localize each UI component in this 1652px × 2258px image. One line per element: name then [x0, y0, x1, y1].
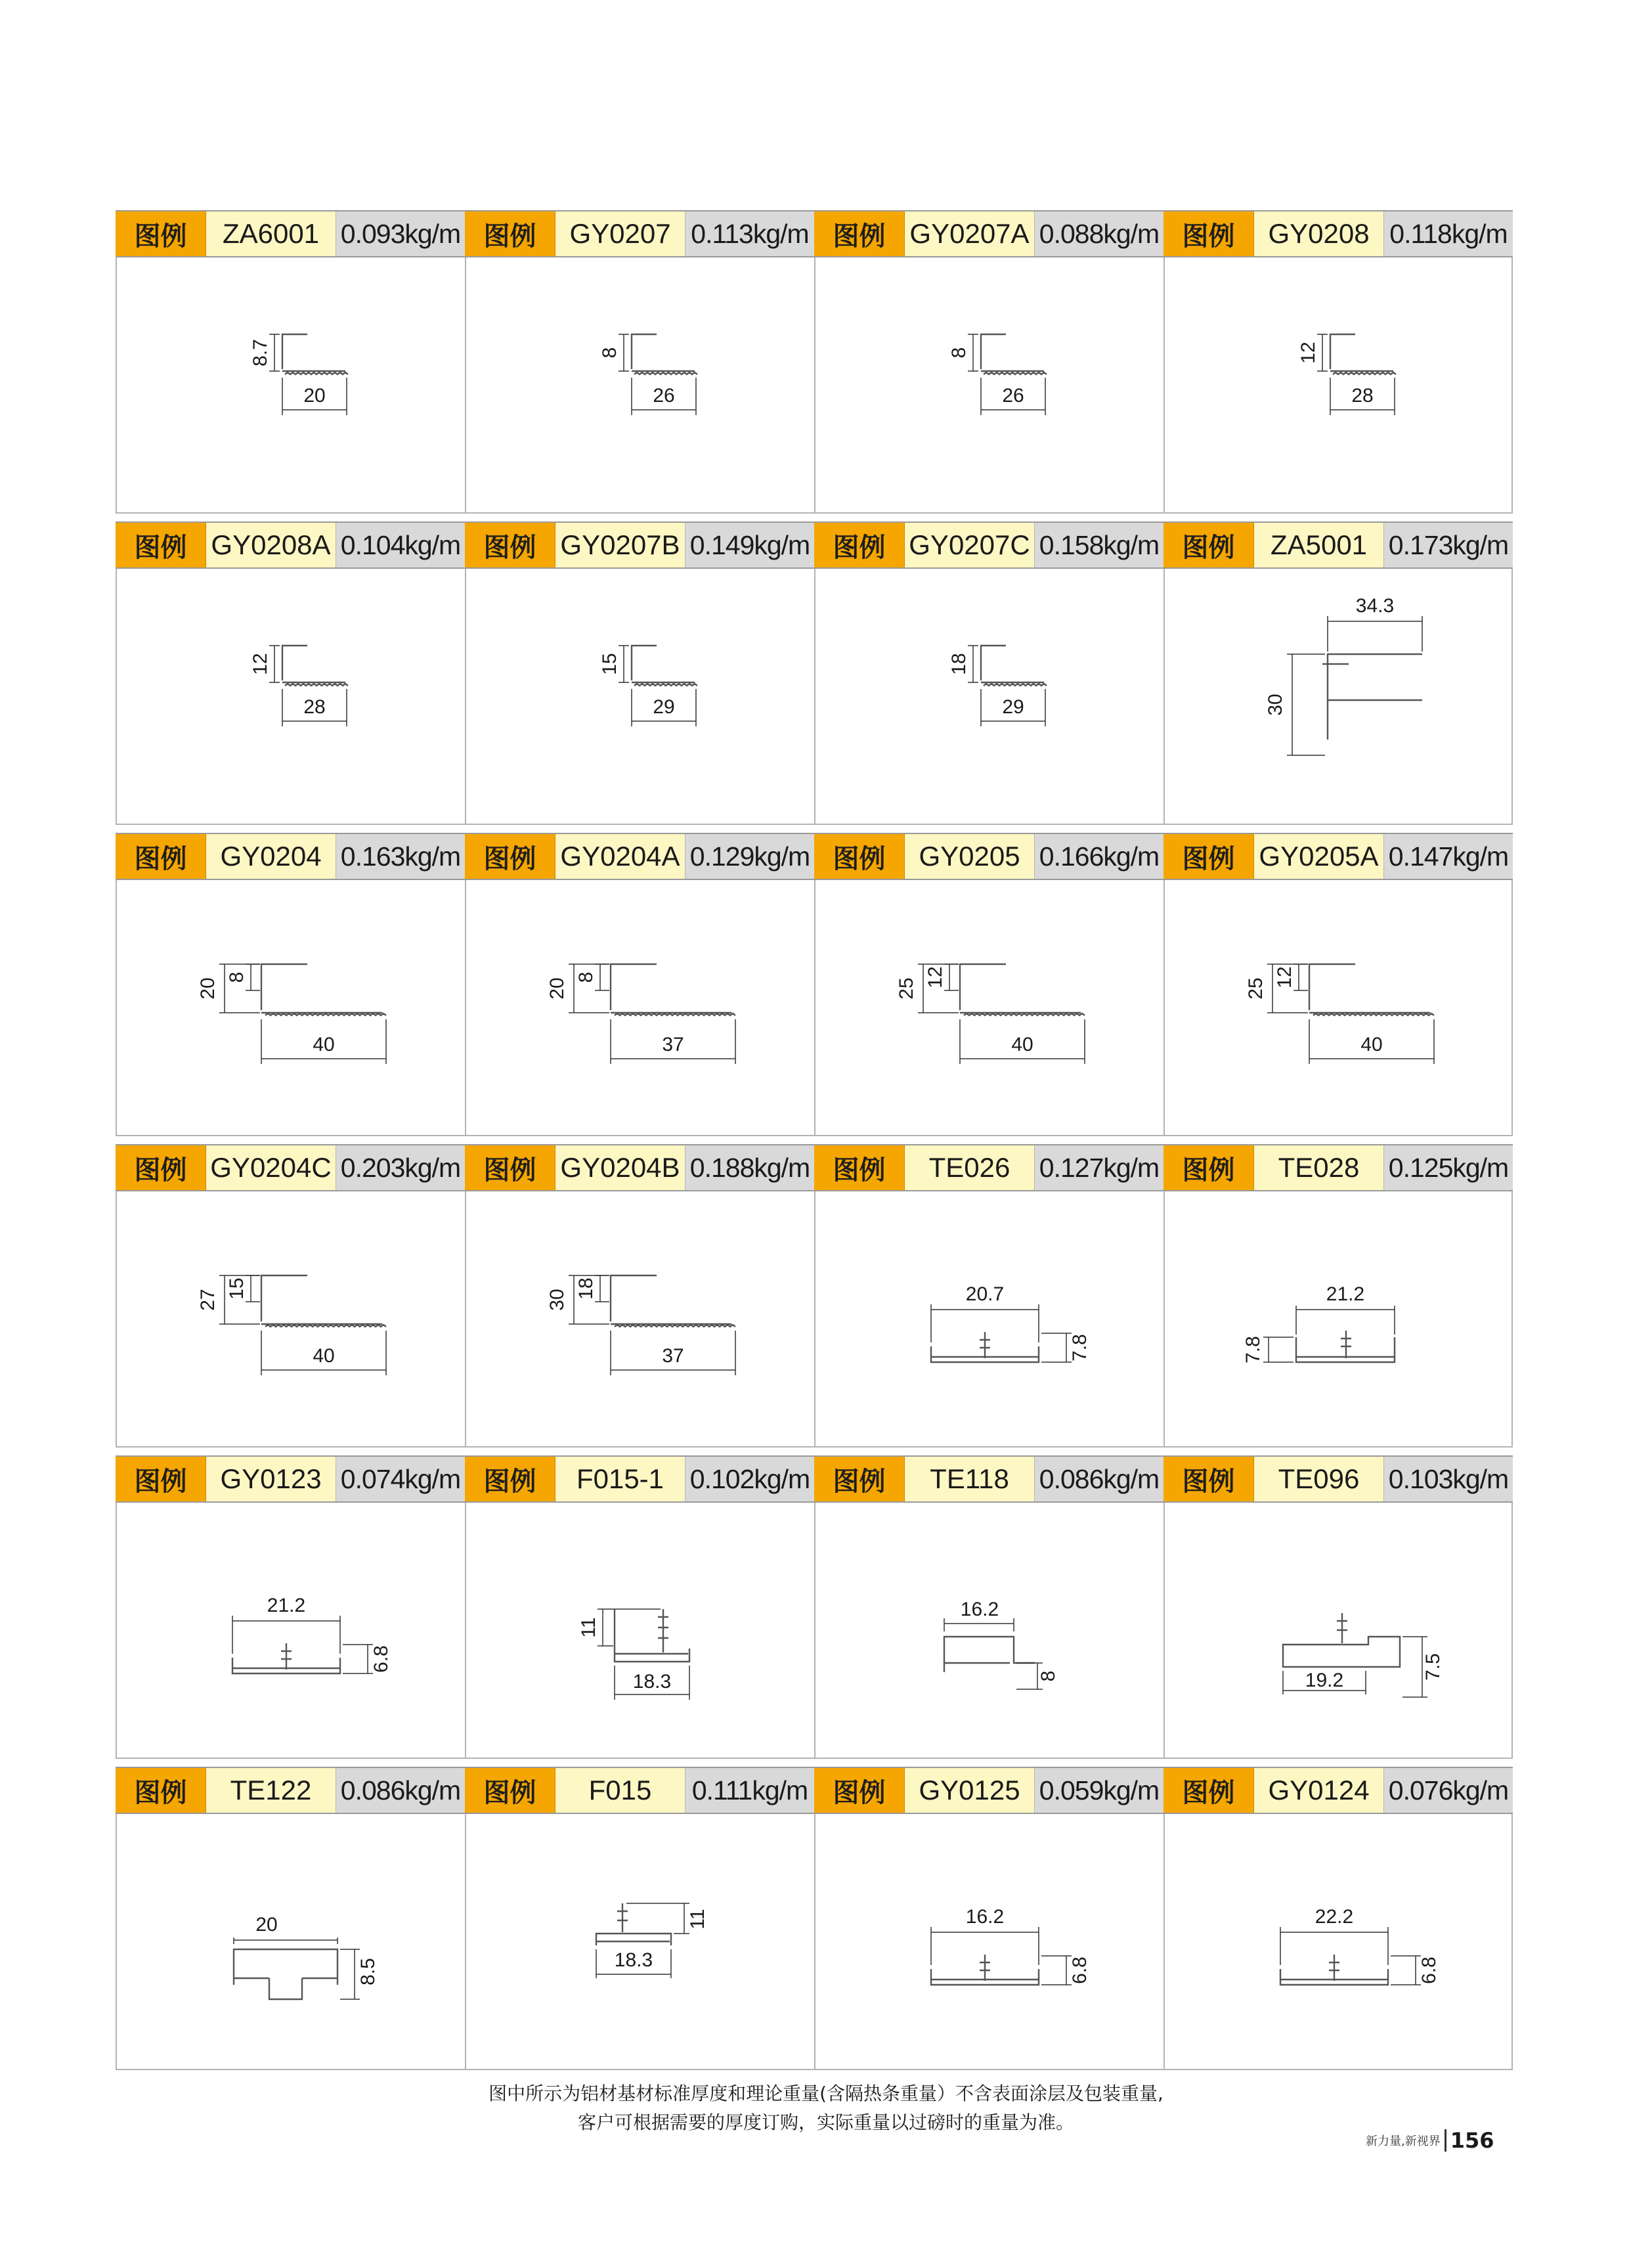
inner-height-dimension-line [595, 964, 609, 990]
product-code: GY0204A [555, 834, 685, 879]
side-height-dimension-line [343, 1645, 373, 1673]
outer-height-dimension-line [569, 964, 609, 1013]
profile-diagram [815, 569, 1165, 825]
product-weight: 0.173kg/m [1384, 523, 1513, 567]
profile-drawing [116, 569, 465, 825]
outer-height-dimension-line [219, 964, 260, 1013]
profile-diagram [466, 880, 815, 1136]
profile-diagram [1165, 1503, 1514, 1759]
legend-label: 图例 [116, 1145, 206, 1190]
top-width-dimension-line [1296, 1306, 1395, 1335]
profile-outline [282, 646, 345, 682]
product-code: GY0204C [206, 1145, 336, 1190]
inner-height-dimension-label: 15 [225, 1277, 248, 1300]
product-header [465, 1144, 814, 1191]
product-weight: 0.086kg/m [1035, 1457, 1163, 1501]
product-code: GY0207A [905, 211, 1035, 256]
side-height-dimension-label: 7.5 [1422, 1653, 1444, 1681]
profile-diagram [1165, 1814, 1514, 2070]
height-dimension-label: 15 [598, 653, 620, 675]
product-header [1163, 521, 1513, 569]
page-info [1366, 2128, 1494, 2153]
profile-serration [984, 684, 1047, 686]
top-width-dimension-label: 16.2 [965, 1905, 1005, 1928]
profile-outline [944, 1637, 1035, 1672]
profile-diagram [466, 1191, 815, 1448]
side-height-dimension-label: 7.8 [1242, 1336, 1264, 1363]
profile-drawing [116, 1814, 465, 2070]
product-weight: 0.104kg/m [336, 523, 465, 567]
height-dimension-label: 11 [686, 1909, 708, 1930]
height-dimension-label: 8 [598, 347, 620, 359]
side-height-dimension-line [1041, 1333, 1072, 1362]
page-tagline: 新力量,新视界 [1366, 2135, 1441, 2148]
legend-label: 图例 [1163, 834, 1254, 879]
product-cell [116, 1767, 465, 2070]
legend-label: 图例 [465, 211, 555, 256]
product-cell [814, 521, 1163, 825]
profile-drawing [1163, 880, 1513, 1136]
profile-drawing [814, 880, 1163, 1136]
legend-label: 图例 [465, 834, 555, 879]
profile-outline [261, 1275, 382, 1324]
profile-serration [285, 684, 348, 686]
top-width-dimension-label: 22.2 [1315, 1905, 1354, 1928]
product-code: GY0205 [905, 834, 1035, 879]
profile-rib [980, 1955, 990, 1981]
product-weight: 0.113kg/m [685, 211, 814, 256]
top-width-dimension-label: 16.2 [960, 1598, 999, 1620]
inner-height-dimension-label: 8 [575, 971, 597, 983]
product-weight: 0.093kg/m [336, 211, 465, 256]
legend-label: 图例 [116, 211, 206, 256]
profile-drawing [814, 1814, 1163, 2070]
profile-diagram [815, 1814, 1165, 2070]
profile-outline [611, 1275, 731, 1324]
profile-serration [265, 1325, 386, 1327]
product-header [814, 833, 1163, 880]
profile-diagram [466, 1503, 815, 1759]
product-code: GY0204 [206, 834, 336, 879]
legend-label: 图例 [1163, 1457, 1254, 1501]
product-header [116, 210, 465, 257]
profile-diagram [117, 257, 466, 514]
product-code: TE118 [905, 1457, 1035, 1501]
width-dimension-label: 18.3 [614, 1949, 653, 1971]
legend-label: 图例 [814, 211, 905, 256]
product-weight: 0.158kg/m [1035, 523, 1163, 567]
profile-drawing [1163, 1503, 1513, 1759]
inner-height-dimension-line [595, 1275, 609, 1302]
product-weight: 0.129kg/m [685, 834, 814, 879]
profile-drawing [465, 257, 814, 514]
product-weight: 0.102kg/m [685, 1457, 814, 1501]
product-code: GY0124 [1254, 1768, 1384, 1813]
product-header [1163, 1455, 1513, 1503]
inner-height-dimension-line [246, 964, 260, 990]
legend-label: 图例 [814, 523, 905, 567]
inner-height-dimension-line [944, 964, 959, 990]
profile-serration [1333, 372, 1396, 374]
product-weight: 0.088kg/m [1035, 211, 1163, 256]
product-header [814, 1767, 1163, 1814]
profile-outline [1309, 964, 1430, 1013]
footer-line-2: 客户可根据需要的厚度订购，实际重量以过磅时的重量为准。 [577, 2112, 1074, 2133]
profile-drawing [116, 1503, 465, 1759]
legend-label: 图例 [1163, 523, 1254, 567]
top-width-dimension-label: 20.7 [965, 1283, 1005, 1305]
product-code: GY0204B [555, 1145, 685, 1190]
product-code: GY0207C [905, 523, 1035, 567]
profile-outline [960, 964, 1081, 1013]
outer-height-dimension-label: 27 [196, 1289, 219, 1311]
product-cell [465, 1455, 814, 1759]
side-height-dimension-line [1263, 1337, 1293, 1362]
product-code: TE026 [905, 1145, 1035, 1190]
product-code: F015-1 [555, 1457, 685, 1501]
profile-outline [632, 646, 695, 682]
width-dimension-label: 40 [1011, 1033, 1033, 1055]
width-dimension-label: 37 [662, 1344, 684, 1367]
profile-rib [1341, 1331, 1351, 1358]
product-code: GY0208A [206, 523, 336, 567]
page-separator [1445, 2129, 1446, 2152]
profile-drawing [116, 880, 465, 1136]
height-dimension-label: 12 [1297, 342, 1319, 364]
profile-outline [1322, 654, 1422, 740]
side-height-dimension-label: 6.8 [1068, 1957, 1091, 1984]
legend-label: 图例 [465, 1145, 555, 1190]
product-header [814, 210, 1163, 257]
top-width-dimension-label: 21.2 [267, 1594, 306, 1616]
product-cell [116, 521, 465, 825]
product-weight: 0.147kg/m [1384, 834, 1513, 879]
profile-serration [265, 1013, 386, 1015]
legend-label: 图例 [1163, 1145, 1254, 1190]
product-header [116, 833, 465, 880]
legend-label: 图例 [465, 523, 555, 567]
height-dimension-label: 18 [947, 653, 970, 675]
profile-outline [632, 334, 695, 371]
product-header [465, 1767, 814, 1814]
product-code: F015 [555, 1768, 685, 1813]
product-weight: 0.076kg/m [1384, 1768, 1513, 1813]
legend-label: 图例 [116, 1457, 206, 1501]
top-width-dimension-line [944, 1618, 1014, 1631]
profile-drawing [1163, 257, 1513, 514]
product-header [814, 1455, 1163, 1503]
profile-outline [596, 1934, 671, 1945]
top-width-dimension-label: 21.2 [1326, 1283, 1365, 1305]
product-code: GY0207B [555, 523, 685, 567]
profile-rib [658, 1609, 668, 1652]
width-dimension-label: 29 [1002, 696, 1024, 718]
profile-serration [615, 1325, 735, 1327]
legend-label: 图例 [116, 834, 206, 879]
legend-label: 图例 [814, 1145, 905, 1190]
profile-outline [1330, 334, 1393, 371]
product-code: ZA6001 [206, 211, 336, 256]
profile-drawing [814, 1191, 1163, 1448]
legend-label: 图例 [465, 1457, 555, 1501]
product-cell [1163, 1767, 1513, 2070]
profile-diagram [1165, 569, 1514, 825]
product-weight: 0.111kg/m [685, 1768, 814, 1813]
profile-outline [981, 646, 1044, 682]
product-cell [814, 1767, 1163, 2070]
profile-drawing [465, 1503, 814, 1759]
top-width-dimension-line [1328, 616, 1422, 652]
product-header [116, 1767, 465, 1814]
legend-label: 图例 [1163, 1768, 1254, 1813]
profile-diagram [117, 1191, 466, 1448]
height-dimension-label: 12 [249, 653, 271, 675]
product-cell [1163, 210, 1513, 514]
width-dimension-label: 26 [653, 384, 675, 407]
profile-serration [634, 684, 697, 686]
height-dimension-label: 8.7 [249, 339, 271, 366]
product-header [1163, 1767, 1513, 1814]
product-code: ZA5001 [1254, 523, 1384, 567]
product-header [1163, 833, 1513, 880]
profile-diagram [815, 257, 1165, 514]
product-cell [814, 833, 1163, 1136]
product-cell [1163, 521, 1513, 825]
profile-drawing [814, 257, 1163, 514]
width-dimension-label: 19.2 [1305, 1669, 1344, 1691]
product-cell [1163, 1455, 1513, 1759]
profile-diagram [815, 1191, 1165, 1448]
profile-drawing [814, 1503, 1163, 1759]
product-cell [465, 521, 814, 825]
product-cell [116, 1144, 465, 1448]
profile-drawing [465, 880, 814, 1136]
profile-diagram [466, 569, 815, 825]
inner-height-dimension-label: 12 [924, 966, 946, 988]
product-weight: 0.127kg/m [1035, 1145, 1163, 1190]
product-weight: 0.086kg/m [336, 1768, 465, 1813]
profile-drawing [116, 1191, 465, 1448]
product-header [465, 833, 814, 880]
product-code: TE122 [206, 1768, 336, 1813]
inner-height-dimension-label: 12 [1273, 966, 1295, 988]
product-cell [465, 1144, 814, 1448]
width-dimension-label: 37 [662, 1033, 684, 1055]
profile-serration [964, 1013, 1085, 1015]
product-header [116, 1455, 465, 1503]
outer-height-dimension-label: 30 [546, 1289, 568, 1311]
inner-height-dimension-line [246, 1275, 260, 1302]
inner-height-dimension-label: 18 [575, 1277, 597, 1300]
profile-rib [1329, 1955, 1339, 1981]
legend-label: 图例 [814, 834, 905, 879]
product-cell [465, 1767, 814, 2070]
profile-drawing [1163, 1191, 1513, 1448]
width-dimension-label: 18.3 [632, 1670, 672, 1693]
height-dimension-line [1287, 654, 1325, 755]
product-header [465, 1455, 814, 1503]
top-width-dimension-label: 34.3 [1355, 594, 1395, 617]
side-height-dimension-label: 8 [1037, 1670, 1059, 1682]
product-weight: 0.118kg/m [1384, 211, 1513, 256]
profile-diagram [466, 1814, 815, 2070]
profile-serration [1313, 1013, 1434, 1015]
side-height-dimension-line [1041, 1956, 1072, 1985]
product-code: GY0208 [1254, 211, 1384, 256]
side-height-dimension-label: 6.8 [370, 1645, 392, 1673]
legend-label: 图例 [1163, 211, 1254, 256]
profile-diagram [117, 569, 466, 825]
legend-label: 图例 [814, 1768, 905, 1813]
product-cell [116, 1455, 465, 1759]
profile-diagram [117, 880, 466, 1136]
profile-rib [1337, 1613, 1347, 1643]
page-number: 156 [1450, 2128, 1494, 2153]
profile-drawing [1163, 569, 1513, 825]
side-height-dimension-label: 7.8 [1068, 1334, 1091, 1361]
product-weight: 0.203kg/m [336, 1145, 465, 1190]
profile-outline [611, 964, 731, 1013]
legend-label: 图例 [814, 1457, 905, 1501]
product-code: GY0207 [555, 211, 685, 256]
product-cell [465, 833, 814, 1136]
product-header [116, 1144, 465, 1191]
product-weight: 0.125kg/m [1384, 1145, 1513, 1190]
profile-diagram [815, 880, 1165, 1136]
product-header [465, 210, 814, 257]
profile-serration [984, 372, 1047, 374]
profile-drawing [814, 569, 1163, 825]
profile-diagram [1165, 257, 1514, 514]
profile-diagram [117, 1814, 466, 2070]
width-dimension-label: 28 [303, 696, 326, 718]
profile-drawing [1163, 1814, 1513, 2070]
profile-outline [261, 964, 382, 1013]
profile-drawing [465, 1814, 814, 2070]
width-dimension-label: 26 [1002, 384, 1024, 407]
footer-line-1: 图中所示为铝材基材标准厚度和理论重量(含隔热条重量）不含表面涂层及包装重量, [489, 2083, 1163, 2104]
profile-rib [617, 1903, 628, 1932]
profile-stem [269, 1978, 302, 1999]
profile-diagram [117, 1503, 466, 1759]
profile-rib [980, 1332, 990, 1358]
outer-height-dimension-label: 25 [1244, 977, 1267, 1000]
product-weight: 0.074kg/m [336, 1457, 465, 1501]
product-cell [1163, 833, 1513, 1136]
product-weight: 0.059kg/m [1035, 1768, 1163, 1813]
product-cell [465, 210, 814, 514]
product-cell [814, 1455, 1163, 1759]
width-dimension-label: 29 [653, 696, 675, 718]
width-dimension-label: 20 [303, 384, 326, 407]
profile-diagram [1165, 880, 1514, 1136]
product-code: TE028 [1254, 1145, 1384, 1190]
profile-diagram [466, 257, 815, 514]
product-header [1163, 1144, 1513, 1191]
product-code: TE096 [1254, 1457, 1384, 1501]
top-width-dimension-label: 20 [255, 1913, 278, 1936]
profile-outline [234, 1949, 337, 1985]
height-dimension-label: 30 [1264, 694, 1286, 716]
outer-height-dimension-label: 20 [546, 977, 568, 1000]
product-weight: 0.166kg/m [1035, 834, 1163, 879]
legend-label: 图例 [465, 1768, 555, 1813]
profile-outline [615, 1609, 689, 1662]
side-height-dimension-label: 6.8 [1418, 1957, 1440, 1984]
product-cell [116, 833, 465, 1136]
top-width-dimension-line [234, 1937, 337, 1944]
profile-serration [615, 1013, 735, 1015]
height-dimension-line [626, 1903, 689, 1934]
profile-drawing [465, 569, 814, 825]
product-header [465, 521, 814, 569]
product-cell [814, 1144, 1163, 1448]
profile-rib [281, 1643, 292, 1670]
product-cell [1163, 1144, 1513, 1448]
width-dimension-label: 40 [313, 1033, 335, 1055]
outer-height-dimension-label: 25 [895, 977, 917, 1000]
legend-label: 图例 [116, 523, 206, 567]
product-header [1163, 210, 1513, 257]
product-header [116, 521, 465, 569]
inner-height-dimension-line [1293, 964, 1308, 990]
product-weight: 0.103kg/m [1384, 1457, 1513, 1501]
product-code: GY0205A [1254, 834, 1384, 879]
side-height-dimension-line [1391, 1956, 1421, 1985]
profile-serration [634, 372, 697, 374]
product-header [814, 1144, 1163, 1191]
product-code: GY0123 [206, 1457, 336, 1501]
profile-diagram [1165, 1191, 1514, 1448]
profile-drawing [116, 257, 465, 514]
product-cell [814, 210, 1163, 514]
legend-label: 图例 [116, 1768, 206, 1813]
inner-height-dimension-label: 8 [225, 971, 248, 983]
width-dimension-label: 40 [1360, 1033, 1383, 1055]
product-weight: 0.149kg/m [685, 523, 814, 567]
profile-outline [282, 334, 345, 371]
width-dimension-label: 28 [1351, 384, 1374, 407]
height-dimension-label: 8 [947, 347, 970, 359]
product-weight: 0.163kg/m [336, 834, 465, 879]
profile-outline [981, 334, 1044, 371]
height-dimension-label: 11 [577, 1617, 599, 1638]
product-cell [116, 210, 465, 514]
product-code: GY0125 [905, 1768, 1035, 1813]
height-dimension-line [598, 1609, 661, 1646]
profile-serration [285, 372, 348, 374]
side-height-dimension-label: 8.5 [357, 1958, 379, 1985]
profile-diagram [815, 1503, 1165, 1759]
product-header [814, 521, 1163, 569]
width-dimension-label: 40 [313, 1344, 335, 1367]
profile-drawing [465, 1191, 814, 1448]
product-weight: 0.188kg/m [685, 1145, 814, 1190]
outer-height-dimension-label: 20 [196, 977, 219, 1000]
